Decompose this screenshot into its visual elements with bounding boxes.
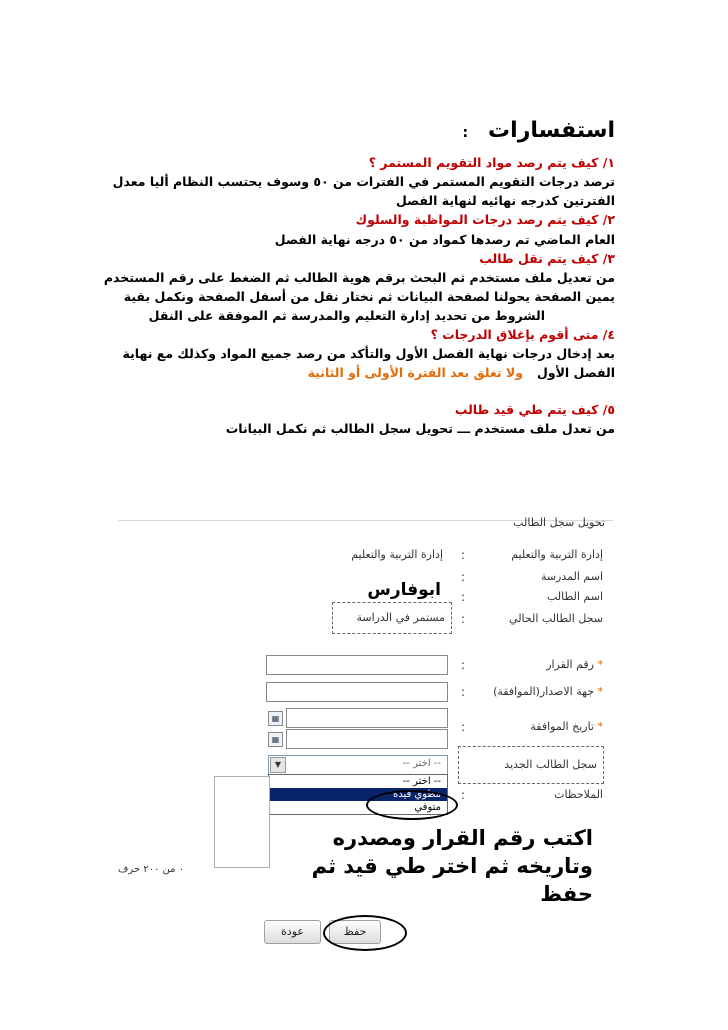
current-record-box [332, 602, 452, 634]
issuer-input[interactable] [266, 682, 448, 702]
char-counter: ٠ من ٢٠٠ حرف [118, 864, 185, 875]
label-current-record: سجل الطالب الحالي [509, 612, 603, 625]
dropdown-option-selected[interactable]: مطوي قيده [269, 788, 447, 801]
decision-no-input[interactable] [266, 655, 448, 675]
answer-4-highlight: ولا تغلق بعد الفترة الأولى أو الثانية [307, 365, 523, 380]
answer-3-line-2: يمين الصفحة يحولنا لصفحة البيانات ثم نختار نقل من أسفل الصفحة ونكمل بقية [123, 289, 615, 304]
label-new-record: سجل الطالب الجديد [504, 758, 597, 771]
dropdown-option[interactable]: متوفي [414, 802, 441, 813]
label-student: اسم الطالب [546, 590, 603, 603]
answer-3-line-1: من تعديل ملف مستخدم ثم البحث برقم هوية الطالب ثم الضغط على رقم المستخدم [103, 270, 615, 285]
calendar-icon[interactable]: ▦ [268, 711, 283, 726]
question-2: ٢/ كيف يتم رصد درجات المواظبة والسلوك [355, 212, 615, 227]
save-button[interactable]: حفظ [329, 920, 381, 944]
label-directorate: إدارة التربية والتعليم [511, 548, 603, 561]
value-current-record: مستمر في الدراسة [356, 611, 445, 624]
new-record-label-box [458, 746, 604, 784]
panel-title: تحويل سجل الطالب [513, 516, 605, 529]
label-school: اسم المدرسة [540, 570, 603, 583]
answer-4-line-2: الفصل الأول [536, 365, 615, 380]
chevron-down-icon[interactable]: ▼ [270, 757, 286, 773]
calendar-icon[interactable]: ▦ [268, 732, 283, 747]
instruction-note-3: حفظ [540, 882, 593, 906]
instruction-note-2: وتاريخه ثم اختر طي قيد ثم [311, 854, 593, 878]
new-record-select[interactable]: ▼ -- اختر -- [268, 755, 448, 775]
question-5: ٥/ كيف يتم طي قيد طالب [454, 402, 615, 417]
save-highlight-circle [323, 915, 407, 951]
answer-5: من تعدل ملف مستخدم ـــ تحويل سجل الطالب ثم نكمل البيانات [225, 421, 615, 436]
question-3: ٣/ كيف يتم نقل طالب [479, 251, 615, 266]
label-decision-no: * رقم القرار [546, 658, 603, 671]
label-approval-date: * تاريخ الموافقة [530, 720, 603, 733]
question-1: ١/ كيف يتم رصد مواد التقويم المستمر ؟ [368, 155, 615, 170]
back-button[interactable]: عودة [264, 920, 321, 944]
answer-4-line-1: بعد إدخال درجات نهاية الفصل الأول والتأكد من رصد جميع المواد وكذلك مع نهاية [122, 346, 615, 361]
label-notes: الملاحظات [554, 788, 603, 801]
notes-textarea[interactable] [214, 776, 270, 868]
approval-date-input-2[interactable] [286, 729, 448, 749]
instruction-note-1: اكتب رقم القرار ومصدره [332, 826, 593, 850]
question-4: ٤/ متى أقوم بإغلاق الدرجات ؟ [430, 327, 615, 342]
label-issuer: * جهة الاصدار(الموافقة) [493, 685, 603, 698]
approval-date-input-1[interactable] [286, 708, 448, 728]
answer-2: العام الماضي تم رصدها كمواد من ٥٠ درجه نهاية الفصل [274, 232, 615, 247]
dropdown-option[interactable]: -- اختر -- [402, 776, 441, 787]
page-title: استفسارات: [462, 118, 615, 143]
answer-1-line-1: ترصد درجات التقويم المستمر في الفترات من ٥٠ وسوف يحتسب النظام أليا معدل [112, 174, 615, 189]
answer-3-line-3: الشروط من تحديد إدارة التعليم والمدرسة ثم الموفقة على النقل [148, 308, 545, 323]
value-directorate: إدارة التربية والتعليم [351, 548, 443, 561]
transfer-record-screenshot: تحويل سجل الطالب إدارة التربية والتعليم : إدارة التربية والتعليم اسم المدرسة : اسم الطالب : ابوفارس سجل الطالب الحالي مستمر في الدراسة : * رقم القرار : * جهة الاصدار(الموافقة) : * تاريخ الموافقة : ▦ ▦ سجل الطالب الجديد ▼ -- اختر -- -- اختر -- مطوي قيده متوفي الملاحظات : ٠ من ٢٠٠ حرف اكتب رقم القرار ومصدره وتاريخه ثم اختر طي قيد ثم حفظ حفظ عودة [118, 508, 613, 948]
value-student: ابوفارس [367, 580, 441, 600]
highlight-circle [366, 790, 458, 820]
answer-1-line-2: الفترتين كدرجه نهائيه لنهاية الفصل [395, 193, 615, 208]
